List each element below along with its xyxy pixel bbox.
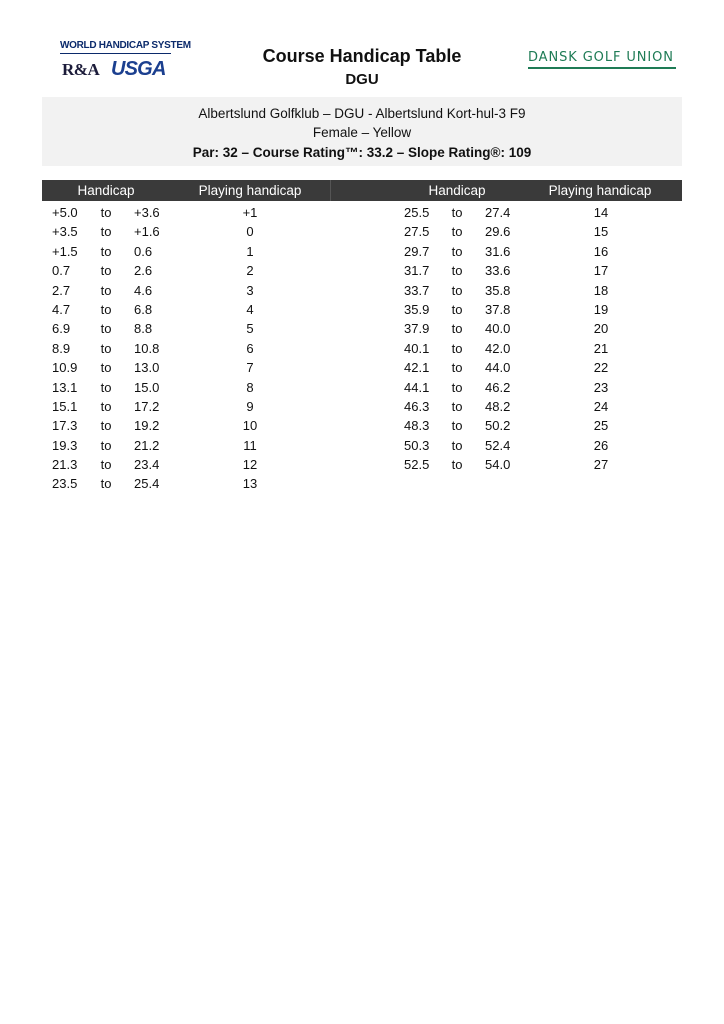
ra-logo-text: R&A [62, 60, 100, 79]
playing-handicap: 21 [593, 340, 609, 356]
handicap-from: 2.7 [52, 282, 71, 298]
table-row [393, 416, 683, 435]
header-handicap-right: Handicap [428, 183, 486, 198]
handicap-to: 54.0 [485, 457, 511, 473]
handicap-to: +1.6 [134, 224, 160, 240]
playing-handicap: 26 [593, 437, 609, 453]
table-row [393, 319, 683, 338]
playing-handicap: 3 [246, 282, 254, 298]
table-row [42, 319, 332, 338]
course-name: Albertslund Golfklub – DGU - Albertslund Kort-hul-3 F9 [198, 106, 526, 121]
handicap-connector: to [100, 321, 112, 337]
playing-handicap: 0 [246, 224, 254, 240]
tee-info: Female – Yellow [312, 125, 412, 140]
handicap-connector: to [100, 457, 112, 473]
table-row [393, 378, 683, 397]
whs-logo-text: WORLD HANDICAP SYSTEM [60, 40, 191, 51]
dgu-logo-text: DANSK GOLF UNION [528, 50, 674, 65]
handicap-to: 37.8 [485, 301, 511, 317]
playing-handicap: 5 [246, 321, 254, 337]
table-row [393, 222, 683, 241]
playing-handicap: 8 [246, 379, 254, 395]
table-row [42, 203, 332, 222]
handicap-to: 52.4 [485, 437, 511, 453]
handicap-connector: to [451, 457, 463, 473]
table-row [42, 397, 332, 416]
table-row [42, 474, 332, 493]
handicap-from: 48.3 [404, 418, 430, 434]
playing-handicap: 13 [242, 476, 258, 492]
playing-handicap: 27 [593, 457, 609, 473]
handicap-from: 10.9 [52, 360, 78, 376]
handicap-from: 17.3 [52, 418, 78, 434]
handicap-to: 25.4 [134, 476, 160, 492]
table-row [393, 358, 683, 377]
handicap-connector: to [100, 379, 112, 395]
playing-handicap: 22 [593, 360, 609, 376]
handicap-to: 2.6 [134, 263, 153, 279]
handicap-connector: to [451, 379, 463, 395]
handicap-from: 15.1 [52, 398, 78, 414]
handicap-from: 50.3 [404, 437, 430, 453]
table-row [42, 339, 332, 358]
handicap-to: 10.8 [134, 340, 160, 356]
handicap-connector: to [451, 398, 463, 414]
table-row [393, 203, 683, 222]
header-handicap-left: Handicap [77, 183, 135, 198]
table-row [42, 261, 332, 280]
playing-handicap: 4 [246, 301, 254, 317]
table-row [393, 300, 683, 319]
handicap-from: 23.5 [52, 476, 78, 492]
table-row [393, 242, 683, 261]
handicap-to: 0.6 [134, 243, 153, 259]
course-info-box [42, 97, 682, 166]
playing-handicap: 12 [242, 457, 258, 473]
handicap-from: 40.1 [404, 340, 430, 356]
handicap-connector: to [100, 418, 112, 434]
handicap-from: 46.3 [404, 398, 430, 414]
header-playing-left: Playing handicap [198, 183, 302, 198]
handicap-from: 29.7 [404, 243, 430, 259]
handicap-connector: to [451, 437, 463, 453]
handicap-to: 21.2 [134, 437, 160, 453]
handicap-to: 46.2 [485, 379, 511, 395]
handicap-connector: to [100, 282, 112, 298]
handicap-to: 42.0 [485, 340, 511, 356]
handicap-to: 23.4 [134, 457, 160, 473]
table-row [42, 416, 332, 435]
handicap-from: 37.9 [404, 321, 430, 337]
playing-handicap: 10 [242, 418, 258, 434]
handicap-from: 4.7 [52, 301, 71, 317]
table-row [42, 242, 332, 261]
playing-handicap: 15 [593, 224, 609, 240]
playing-handicap: 17 [593, 263, 609, 279]
playing-handicap: 24 [593, 398, 609, 414]
table-left-column [42, 203, 332, 494]
handicap-to: 31.6 [485, 243, 511, 259]
table-row [393, 339, 683, 358]
playing-handicap: 1 [246, 243, 254, 259]
playing-handicap: 18 [593, 282, 609, 298]
handicap-to: 27.4 [485, 205, 511, 220]
handicap-from: 52.5 [404, 457, 430, 473]
handicap-to: 48.2 [485, 398, 511, 414]
playing-handicap: +1 [242, 205, 258, 220]
handicap-to: 50.2 [485, 418, 511, 434]
table-row [393, 261, 683, 280]
dgu-logo-rule [528, 67, 676, 69]
handicap-from: 25.5 [404, 205, 430, 220]
handicap-connector: to [451, 263, 463, 279]
course-ratings: Par: 32 – Course Rating™: 33.2 – Slope Rating®: 109 [192, 145, 532, 160]
handicap-from: 21.3 [52, 457, 78, 473]
table-row [42, 222, 332, 241]
handicap-from: 42.1 [404, 360, 430, 376]
playing-handicap: 14 [593, 205, 609, 220]
handicap-to: 13.0 [134, 360, 160, 376]
handicap-from: 44.1 [404, 379, 430, 395]
handicap-from: 19.3 [52, 437, 78, 453]
table-row [42, 378, 332, 397]
playing-handicap: 16 [593, 243, 609, 259]
playing-handicap: 23 [593, 379, 609, 395]
handicap-to: 17.2 [134, 398, 160, 414]
handicap-to: +3.6 [134, 205, 160, 220]
handicap-to: 19.2 [134, 418, 160, 434]
table-row [393, 281, 683, 300]
playing-handicap: 19 [593, 301, 609, 317]
handicap-connector: to [451, 243, 463, 259]
playing-handicap: 6 [246, 340, 254, 356]
page-subtitle: DGU [345, 71, 379, 88]
handicap-from: 31.7 [404, 263, 430, 279]
handicap-connector: to [100, 243, 112, 259]
handicap-connector: to [451, 360, 463, 376]
handicap-from: +5.0 [52, 205, 78, 220]
handicap-from: 13.1 [52, 379, 78, 395]
handicap-connector: to [100, 360, 112, 376]
table-row [393, 455, 683, 474]
playing-handicap: 7 [246, 360, 254, 376]
table-row [42, 358, 332, 377]
handicap-to: 33.6 [485, 263, 511, 279]
table-row [42, 436, 332, 455]
page-title: Course Handicap Table [262, 46, 462, 66]
handicap-connector: to [100, 205, 112, 220]
handicap-from: +3.5 [52, 224, 78, 240]
handicap-connector: to [451, 321, 463, 337]
handicap-from: 27.5 [404, 224, 430, 240]
handicap-connector: to [100, 476, 112, 492]
playing-handicap: 20 [593, 321, 609, 337]
table-header [42, 180, 682, 201]
handicap-to: 8.8 [134, 321, 153, 337]
table-row [42, 300, 332, 319]
header-playing-right: Playing handicap [548, 183, 652, 198]
table-row [393, 436, 683, 455]
table-right-column [393, 203, 683, 474]
handicap-from: +1.5 [52, 243, 78, 259]
handicap-to: 35.8 [485, 282, 511, 298]
handicap-connector: to [100, 224, 112, 240]
handicap-connector: to [100, 263, 112, 279]
handicap-connector: to [451, 205, 463, 220]
header-divider [330, 180, 331, 201]
table-row [42, 455, 332, 474]
handicap-connector: to [100, 301, 112, 317]
handicap-from: 8.9 [52, 340, 71, 356]
usga-logo-text: USGA [111, 58, 166, 80]
handicap-connector: to [451, 340, 463, 356]
handicap-from: 35.9 [404, 301, 430, 317]
handicap-connector: to [451, 224, 463, 240]
handicap-to: 40.0 [485, 321, 511, 337]
table-row [42, 281, 332, 300]
handicap-to: 44.0 [485, 360, 511, 376]
handicap-from: 6.9 [52, 321, 71, 337]
handicap-from: 33.7 [404, 282, 430, 298]
handicap-connector: to [100, 437, 112, 453]
playing-handicap: 2 [246, 263, 254, 279]
handicap-connector: to [451, 301, 463, 317]
handicap-to: 15.0 [134, 379, 160, 395]
handicap-connector: to [100, 340, 112, 356]
handicap-to: 4.6 [134, 282, 153, 298]
handicap-to: 6.8 [134, 301, 153, 317]
handicap-connector: to [451, 282, 463, 298]
table-row [393, 397, 683, 416]
handicap-connector: to [100, 398, 112, 414]
playing-handicap: 11 [243, 437, 257, 453]
playing-handicap: 9 [246, 398, 254, 414]
handicap-connector: to [451, 418, 463, 434]
handicap-to: 29.6 [485, 224, 511, 240]
playing-handicap: 25 [593, 418, 609, 434]
handicap-from: 0.7 [52, 263, 71, 279]
